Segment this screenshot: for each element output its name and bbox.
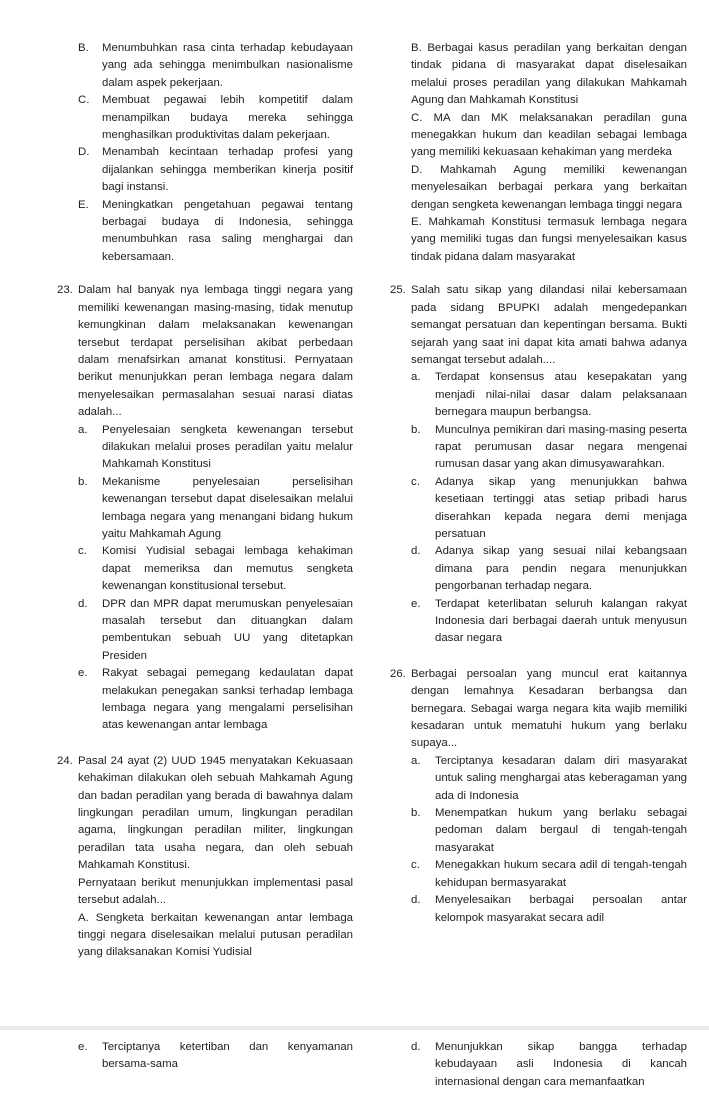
option-text: Adanya sikap yang sesuai nilai kebangsaan dimana para pendin negara menunjukkan pengorbanan terhadap negara. <box>435 545 687 593</box>
option-item <box>411 857 687 892</box>
option-text: Menempatkan hukum yang berlaku sebagai pedoman dalam bergaul di tengah-tengah masyarakat <box>435 807 687 854</box>
question-text: Dalam hal banyak nya lembaga tinggi negara yang memiliki kewenangan masing-masing, tidak menutup kemungkinan dalam melaksanakan kewenangan tersebut terdapat perselisihan akibat perbedaan dalam menafsirkan amanat konstitusi. Pernyataan berikut menunjukkan peran lembaga negara dalam menyelesaikan permasalahan sesuai narasi diatas adalah... <box>78 284 353 419</box>
option-letter: C. <box>78 94 90 107</box>
question-text: Pasal 24 ayat (2) UUD 1945 menyatakan Kekuasaan kehakiman dilakukan oleh sebuah Mahkamah Agung dan badan peradilan yang berada di bawahnya dalam lingkungan peradilan umum, lingkungan peradilan agama, lingkungan peradilan militer, lingkungan peradilan tata usaha negara, dan oleh sebuah Mahkamah Konstitusi. <box>78 754 353 872</box>
question-number: 25. <box>390 284 406 297</box>
question-number: 24. <box>57 754 73 767</box>
option-item: E. Mahkamah Konstitusi termasuk lembaga negara yang memiliki tugas dan fungsi menyelesaikan kasus tindak pidana dalam masyarakat <box>411 216 687 263</box>
q24-options-continued <box>390 40 687 266</box>
option-item <box>78 422 353 474</box>
option-text: Menunjukkan sikap bangga terhadap kebudayaan asli Indonesia di kancah internasional dengan cara memanfaatkan <box>435 1041 687 1088</box>
option-text: Terciptanya kesadaran dalam diri masyarakat untuk saling menghargai atas keberagaman yang ada di Indonesia <box>435 754 687 802</box>
option-letter: E. <box>78 198 89 211</box>
option-text: Menegakkan hukum secara adil di tengah-tengah kehidupan bermasyarakat <box>435 859 687 889</box>
option-text: Menumbuhkan rasa cinta terhadap kebudayaan yang ada sehingga menimbulkan nasionalisme dalam aspek pekerjaan. <box>102 42 353 89</box>
option-text: Menambah kecintaan terhadap profesi yang dijalankan sehingga memberikan kinerja positif bagi instansi. <box>102 146 353 194</box>
option-letter: d. <box>411 1041 421 1053</box>
option-letter: e. <box>78 1041 88 1053</box>
option-item: D. Mahkamah Agung memiliki kewenangan menyelesaikan berbagai perkara yang berkaitan dengan sengketa kewenangan lembaga tinggi negara <box>411 163 687 211</box>
option-item <box>411 892 687 927</box>
option-letter: a. <box>411 754 421 767</box>
question-23 <box>57 282 353 735</box>
question-text: Salah satu sikap yang dilandasi nilai kebersamaan pada sidang BPUPKI adalah mengedepankan semangat persatuan dan kepentingan bersama. Bukti sejarah yang saat ini dapat kita amati bahwa adanya semangat tersebut adalah.... <box>411 284 687 366</box>
question-number: 26. <box>390 667 406 680</box>
option-item <box>411 596 687 648</box>
left-column <box>57 40 353 962</box>
option-letter: c. <box>411 475 420 488</box>
q22-options <box>57 40 353 266</box>
option-text: Meningkatkan pengetahuan pegawai tentang berbagai budaya di Indonesia, sehingga menumbuhkan rasa saling menghargai dan kebersamaan. <box>102 198 353 263</box>
option-text: Penyelesaian sengketa kewenangan tersebut dilakukan melalui proses peradilan yaitu melalur Mahkamah Konstitusi <box>102 423 353 471</box>
option-text: Adanya sikap yang menunjukkan bahwa kesetiaan tertinggi atas setiap pribadi harus diserahkan kepada negara demi menjaga persatuan <box>435 475 687 540</box>
option-item <box>411 543 687 595</box>
option-item: C. MA dan MK melaksanakan peradilan guna menegakkan hukum dan keadilan sebagai lembaga yang memiliki kekuasaan kehakiman yang merdeka <box>411 111 687 159</box>
option-item <box>411 1039 687 1091</box>
option-item <box>78 665 353 735</box>
option-letter: B. <box>78 42 89 54</box>
option-letter: b. <box>78 475 88 488</box>
option-item <box>411 753 687 805</box>
question-text: Berbagai persoalan yang muncul erat kaitannya dengan lemahnya Kesadaran berbangsa dan bernegara. Sebagai warga negara kita wajib memiliki kesadaran untuk mematuhi hukum yang berlaku supaya... <box>411 667 687 750</box>
option-a: A. Sengketa berkaitan kewenangan antar lembaga tinggi negara diselesaikan melalui putusan peradilan yang dilaksanakan Komisi Yudisial <box>78 911 353 959</box>
option-text: Munculnya pemikiran dari masing-masing peserta rapat perumusan dasar negara mengenai rumusan dasar yang akan dimusyawarahkan. <box>435 423 687 471</box>
question-prompt: Pernyataan berikut menunjukkan implementasi pasal tersebut adalah... <box>78 876 353 907</box>
option-letter: d. <box>411 894 421 907</box>
option-letter: c. <box>411 859 420 872</box>
left-column <box>57 1039 353 1074</box>
option-item <box>78 474 353 544</box>
option-text: Komisi Yudisial sebagai lembaga kehakiman dapat memeriksa dan memutus sengketa kewenangan konstitusional tersebut. <box>102 545 353 593</box>
question-25 <box>390 282 687 648</box>
option-letter: d. <box>411 545 421 558</box>
option-item <box>78 543 353 595</box>
option-item <box>411 369 687 421</box>
option-item <box>78 596 353 666</box>
question-number: 23. <box>57 284 73 297</box>
option-letter: d. <box>78 597 88 610</box>
option-letter: e. <box>78 667 88 680</box>
option-text: Mekanisme penyelesaian perselisihan kewenangan tersebut dapat diselesaikan melalui lembaga negara yang menangani bidang hukum yaitu Mahkamah Agung <box>102 475 353 540</box>
right-column <box>390 40 687 927</box>
option-text: Terdapat keterlibatan seluruh kalangan rakyat Indonesia dari berbagai daerah untuk menyusun dasar negara <box>435 597 687 645</box>
option-item <box>411 474 687 544</box>
option-item: B. Berbagai kasus peradilan yang berkaitan dengan tindak pidana di masyarakat dapat diselesaikan melalui proses peradilan yang dilakukan Mahkamah Agung dan Mahkamah Konstitusi <box>411 42 687 107</box>
option-text: Rakyat sebagai pemegang kedaulatan dapat melakukan penegakan sanksi terhadap lembaga lembaga negara yang mengalami perselisihan atas kewenangan antar lembaga <box>102 667 353 732</box>
option-text: DPR dan MPR dapat merumuskan penyelesaian masalah tersebut dan dituangkan dalam pembentukan sebuah UU yang ditetapkan Presiden <box>102 597 353 662</box>
question-26 <box>390 666 687 927</box>
option-letter: c. <box>78 545 87 558</box>
right-column <box>390 1039 687 1091</box>
page-2 <box>0 1030 709 1114</box>
option-letter: b. <box>411 423 421 436</box>
option-item <box>78 197 353 267</box>
option-item <box>411 805 687 857</box>
option-text: Menyelesaikan berbagai persoalan antar kelompok masyarakat secara adil <box>435 894 687 924</box>
option-letter: e. <box>411 597 421 610</box>
option-item <box>78 40 353 92</box>
option-letter: a. <box>78 423 88 436</box>
option-letter: b. <box>411 807 421 820</box>
option-item <box>78 92 353 144</box>
option-text: Terdapat konsensus atau kesepakatan yang menjadi nilai-nilai dasar dalam pelaksanaan bernegara maupun berbangsa. <box>435 371 687 419</box>
option-item <box>411 422 687 474</box>
option-text: Terciptanya ketertiban dan kenyamanan bersama-sama <box>102 1041 353 1071</box>
option-letter: D. <box>78 146 90 159</box>
option-letter: a. <box>411 371 421 384</box>
option-item <box>78 144 353 196</box>
option-text: Membuat pegawai lebih kompetitif dalam menampilkan budaya mereka sehingga menghasilkan produktivitas dalam pekerjaan. <box>102 94 353 142</box>
option-item <box>78 1039 353 1074</box>
question-24 <box>57 753 353 962</box>
